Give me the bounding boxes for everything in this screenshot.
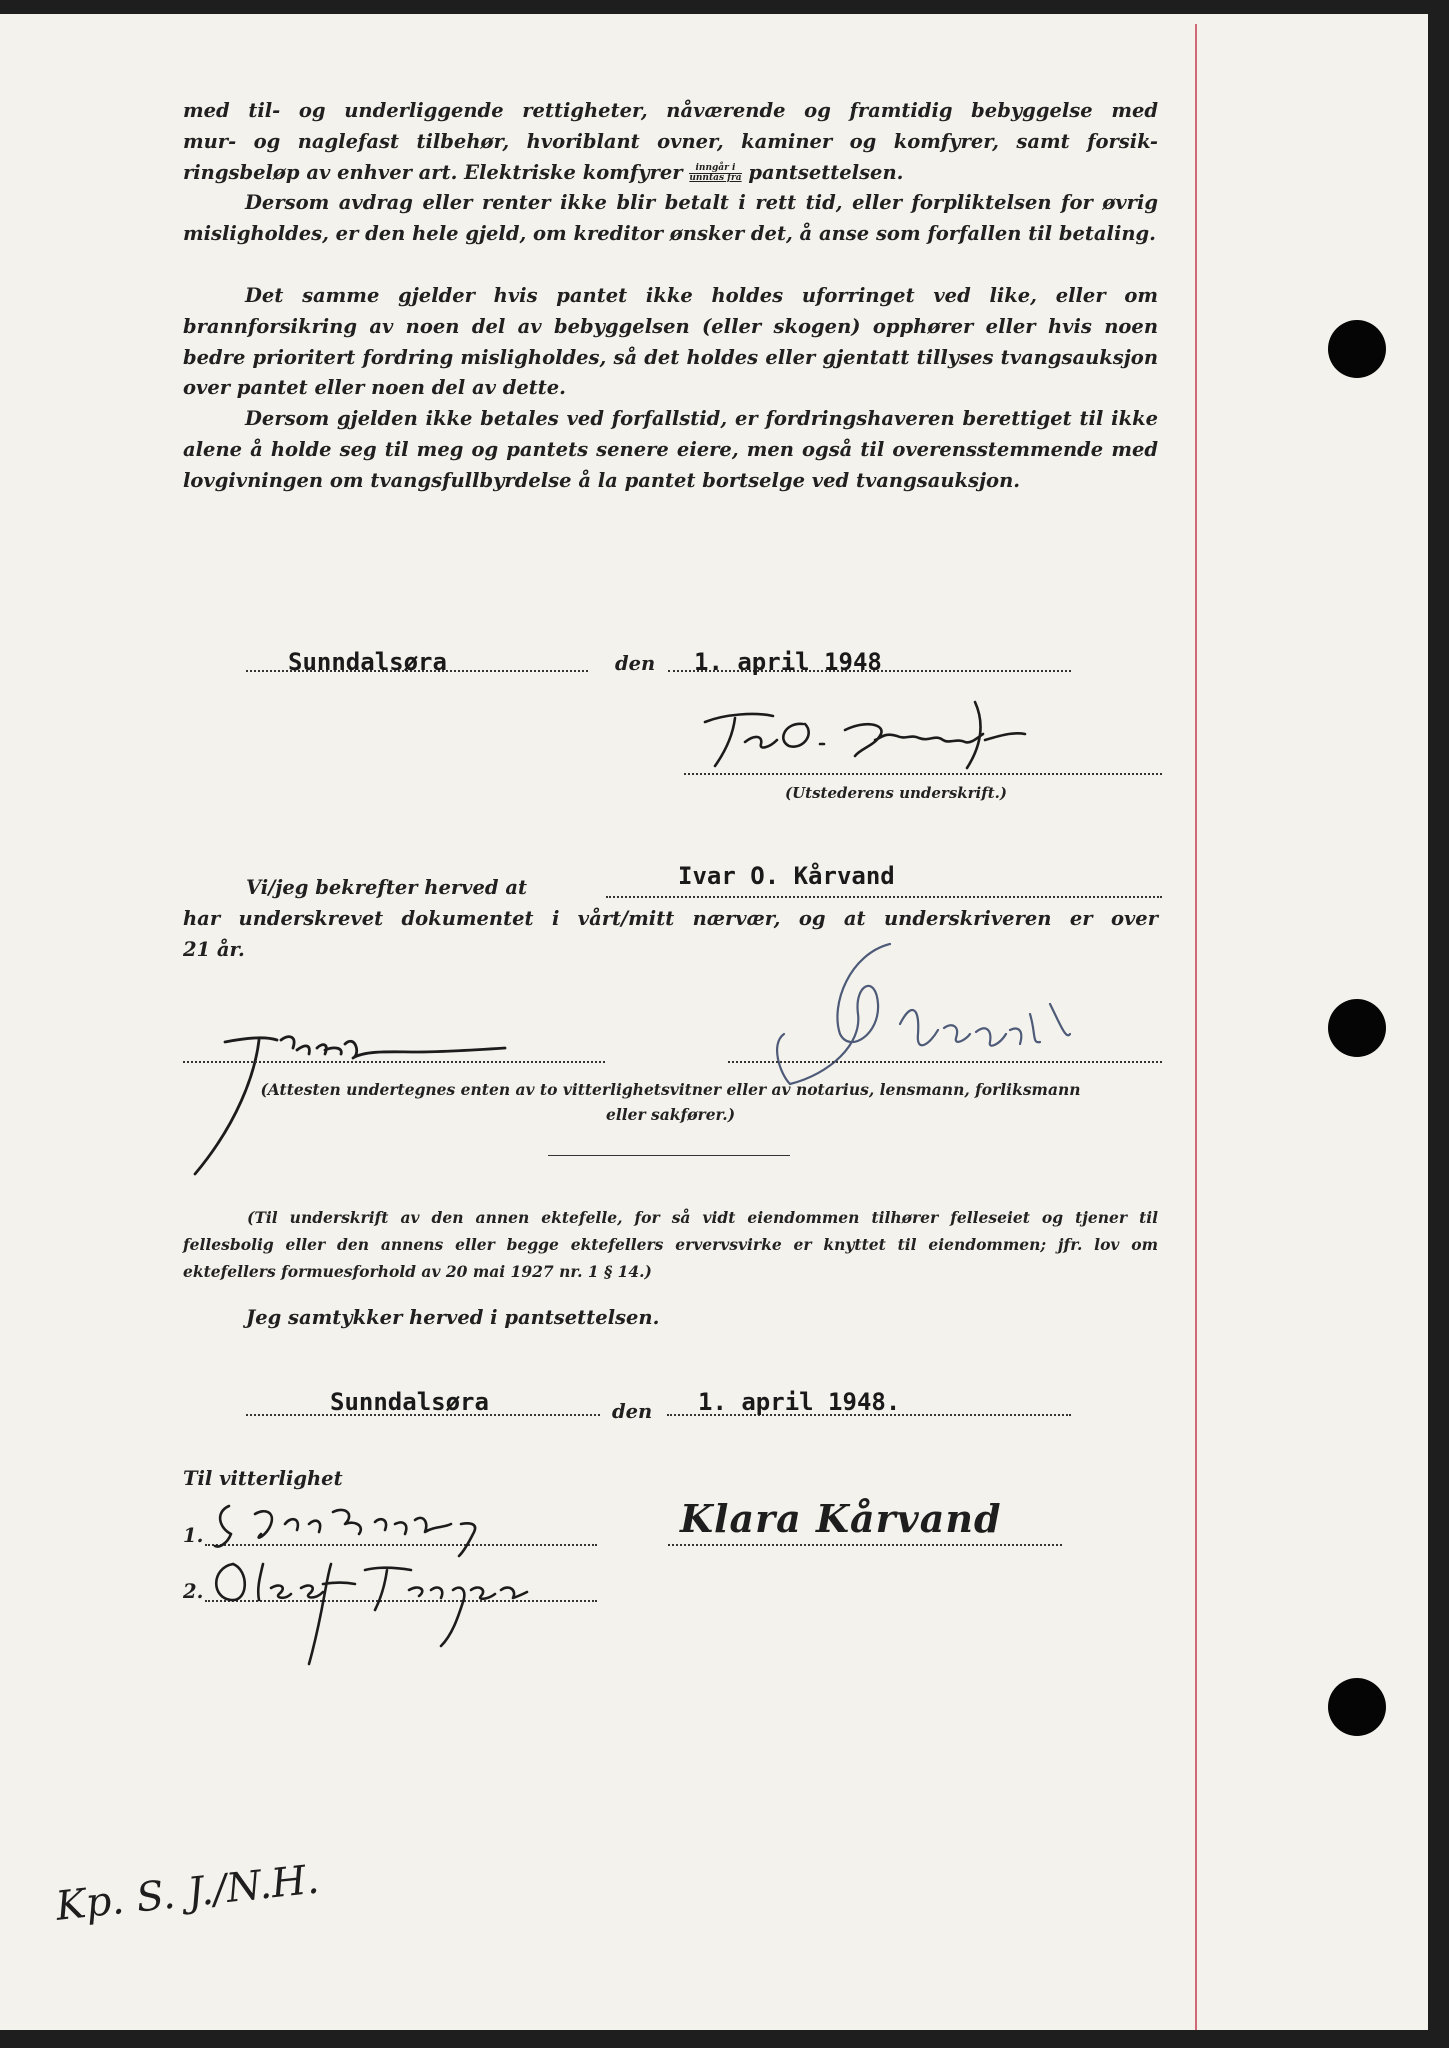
option-excluded: unntas fra (689, 172, 742, 183)
den-1: den (615, 652, 656, 675)
spouse-signature: Klara Kårvand (680, 1496, 1002, 1541)
paragraph-rights-line3 (183, 158, 1158, 189)
paragraph-rights-line2: mur- og naglefast tilbehør, hvoriblant ovner, kaminer og komfyrer, samt forsik- (183, 129, 1158, 153)
spouse-sign-line (668, 1544, 1062, 1546)
witness-line3: 21 år. (183, 938, 245, 961)
issuer-caption: (Utstederens underskrift.) (785, 784, 1007, 802)
issuer-signature (685, 694, 1105, 774)
margin-note: Kp. S. J./N.H. (53, 1856, 322, 1930)
witness-note-line1: (Attesten undertegnes enten av to vitterlighetsvitner eller av notarius, lensmann, forliksmann (260, 1080, 1081, 1099)
witness-note (183, 1077, 1158, 1127)
stove-clause: ringsbeløp av enhver art. Elektriske komfyrer (183, 160, 683, 184)
witness-line-1 (183, 1061, 605, 1063)
witness-note-line2: eller sakfører.) (605, 1105, 736, 1124)
witness-line2: har underskrevet dokumentet i vårt/mitt nærvær, og at underskriveren er over (183, 907, 1158, 930)
witness-prefix: Vi/jeg bekrefter herved at (246, 876, 527, 899)
den-2: den (612, 1400, 653, 1423)
witness-signature-2 (770, 934, 1100, 1094)
pledge-word: pantsettelsen. (748, 160, 904, 184)
punch-hole-middle (1328, 999, 1386, 1057)
date-2: 1. april 1948. (698, 1388, 901, 1416)
option-included: inngår i (689, 164, 741, 174)
witness-named-person: Ivar O. Kårvand (678, 862, 895, 890)
punch-hole-top (1328, 320, 1386, 378)
spouse-consent: Jeg samtykker herved i pantsettelsen. (246, 1306, 660, 1329)
place-2: Sunndalsøra (330, 1388, 489, 1416)
witnesses-heading: Til vitterlighet (183, 1467, 343, 1490)
document-page (0, 14, 1428, 2030)
place-1: Sunndalsøra (288, 648, 447, 676)
spouse-note: (Til underskrift av den annen ektefelle, for så vidt eiendommen tilhører felleseiet og tjener til fellesbolig eller den annens eller begge ektefellers ervervsvirke er knyttet til eiendommen; jfr. lov om ektefellers formuesforhold av 20 mai 1927 nr. 1 § 14.) (183, 1208, 1158, 1281)
paragraph-enforcement: Dersom gjelden ikke betales ved forfallstid, er fordringshaveren berettiget til ikke alene å holde seg til meg og pantets senere eiere, men også til overensstemmende med lovgivningen om tvangsfullbyrdelse å la pantet bortselge ved tvangsauksjon. (183, 407, 1158, 492)
date-1: 1. april 1948 (694, 648, 882, 676)
witness-2-signature (205, 1554, 545, 1674)
witness-number-1: 1. (183, 1524, 204, 1547)
punch-hole-bottom (1328, 1678, 1386, 1736)
paragraph-rights (183, 96, 1158, 188)
paragraph-rights-line1: med til- og underliggende rettigheter, nåværende og framtidig bebyggelse med (183, 99, 1158, 122)
witness-number-2: 2. (183, 1580, 204, 1603)
paragraph-insurance: Det samme gjelder hvis pantet ikke holdes uforringet ved like, eller om brannforsikring av noen del av bebyggelsen (eller skogen) opphører eller hvis noen bedre prioritert fordring misligholdes, så det holdes eller gjentatt tillyses tvangsauksjon over pantet eller noen del av dette. (183, 284, 1158, 400)
issuer-signature-line (684, 773, 1162, 775)
red-margin-rule (1195, 24, 1197, 2030)
paragraph-default: Dersom avdrag eller renter ikke blir betalt i rett tid, eller forpliktelsen for øvrig misligholdes, er den hele gjeld, om kreditor ønsker det, å anse som forfallen til betaling. (183, 191, 1158, 245)
section-divider (548, 1155, 790, 1156)
witness-line-2 (728, 1061, 1162, 1063)
witness-name-line (606, 896, 1162, 898)
option-choice (689, 164, 741, 183)
